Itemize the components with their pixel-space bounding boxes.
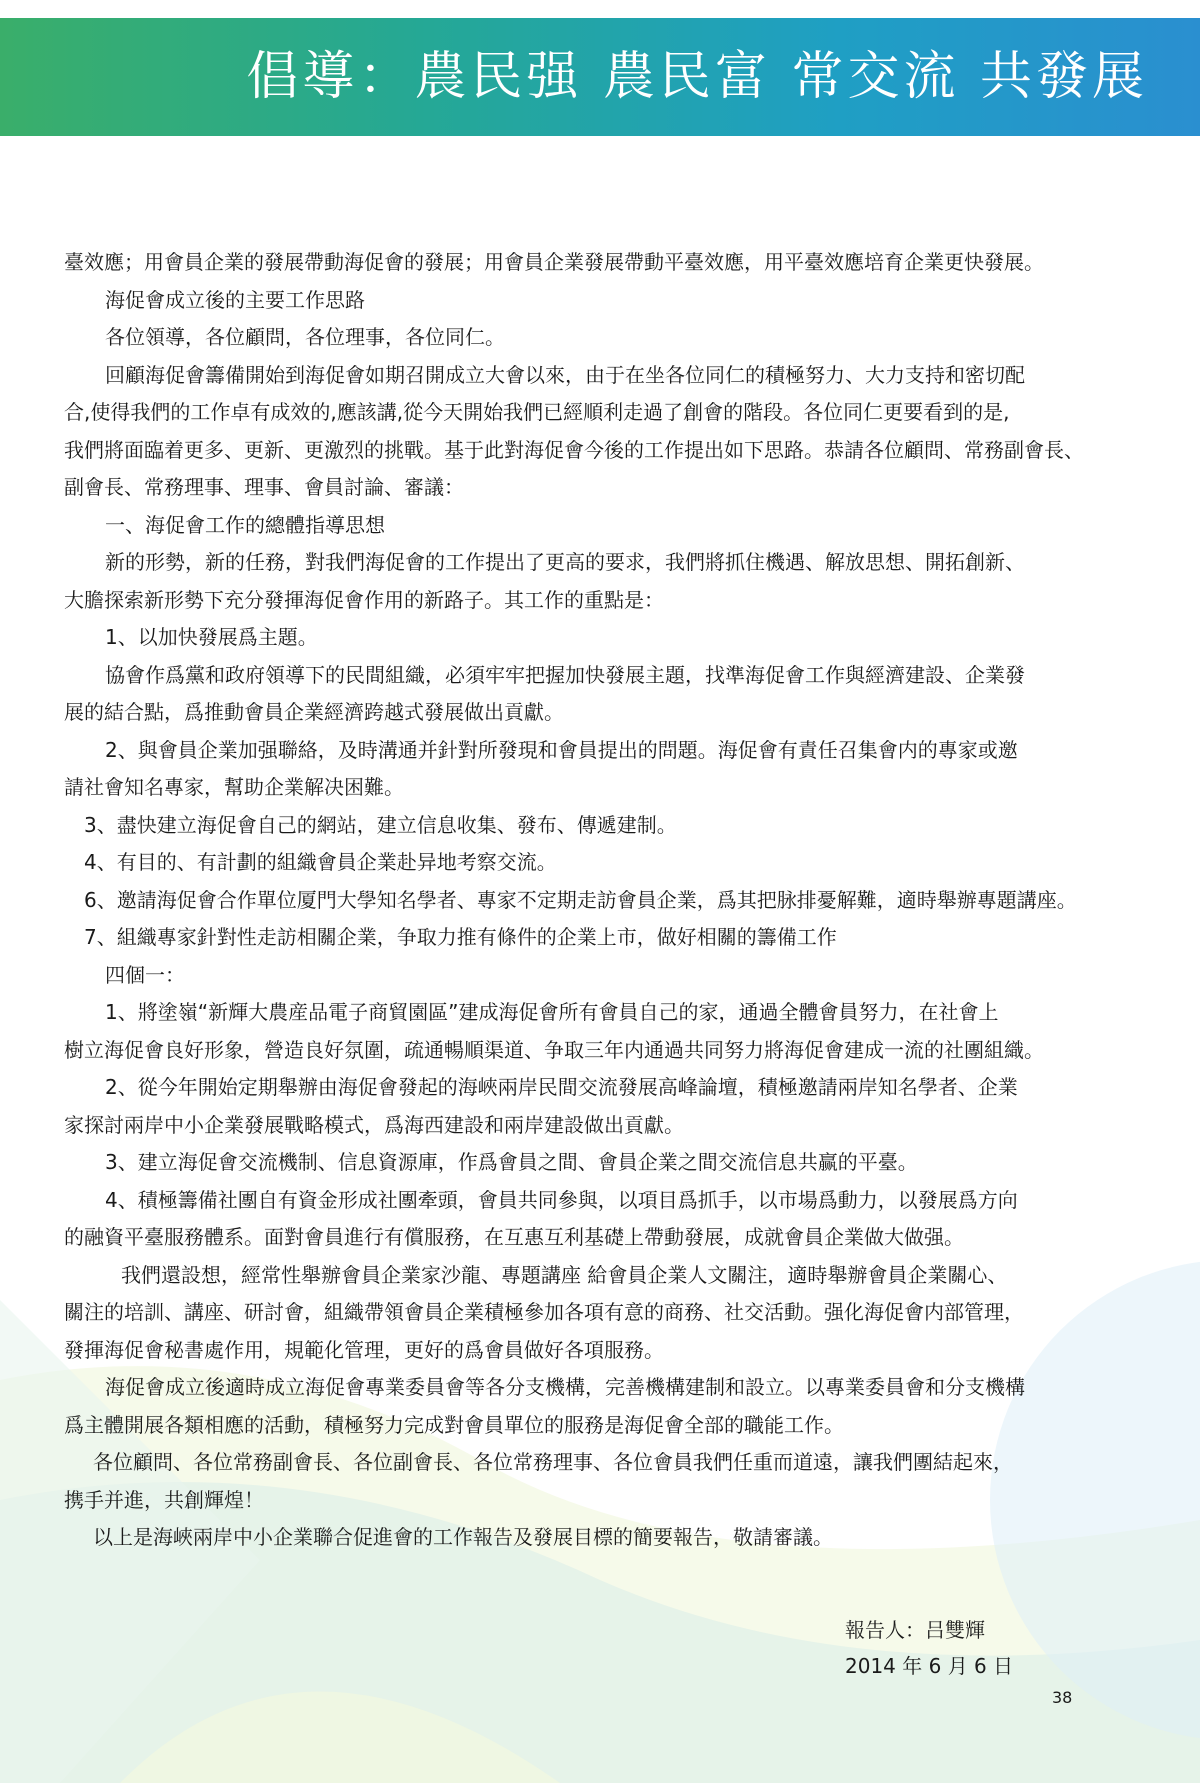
paragraph-line: 大膽探索新形勢下充分發揮海促會作用的新路子。其工作的重點是：: [64, 587, 664, 612]
paragraph-line: 樹立海促會良好形象，營造良好氛圍，疏通暢順渠道、争取三年内通過共同努力將海促會建成一流的社團組織。: [64, 1037, 1044, 1062]
paragraph-line: 臺效應；用會員企業的發展帶動海促會的發展；用會員企業發展帶動平臺效應，用平臺效應培育企業更快發展。: [64, 250, 1044, 274]
paragraph-line: 請社會知名專家，幫助企業解决困難。: [64, 775, 404, 799]
paragraph-line: 副會長、常務理事、理事、會員討論、審議：: [64, 475, 464, 499]
paragraph-line: 7、組織專家針對性走訪相關企業，争取力推有條件的企業上市，做好相關的籌備工作: [84, 925, 837, 949]
paragraph-line: 爲主體開展各類相應的活動，積極努力完成對會員單位的服務是海促會全部的職能工作。: [64, 1412, 844, 1437]
paragraph-line: 新的形勢，新的任務，對我們海促會的工作提出了更高的要求，我們將抓住機遇、解放思想、開拓創新、: [105, 550, 1025, 574]
paragraph-line: 協會作爲黨和政府領導下的民間組織，必須牢牢把握加快發展主題，找準海促會工作與經濟建設、企業發: [105, 662, 1025, 687]
section-heading: 四個一：: [105, 962, 185, 987]
paragraph-line: 的融資平臺服務體系。面對會員進行有償服務，在互惠互利基礎上帶動發展，成就會員企業做大做强。: [64, 1225, 964, 1249]
paragraph-line: 1、將塗嶺“新輝大農産品電子商貿園區”建成海促會所有會員自己的家，通過全體會員努力，在社會上: [105, 1000, 999, 1024]
paragraph-line: 3、建立海促會交流機制、信息資源庫，作爲會員之間、會員企業之間交流信息共赢的平臺。: [105, 1150, 918, 1174]
paragraph-line: 4、積極籌備社團自有資金形成社團牽頭，會員共同參與，以項目爲抓手，以市場爲動力，以發展爲方向: [105, 1187, 1018, 1212]
header-banner: [0, 18, 1200, 136]
reporter-signature: 報告人：吕雙輝: [845, 1618, 985, 1642]
paragraph-line: 海促會成立後的主要工作思路: [105, 287, 365, 312]
paragraph-line: 關注的培訓、講座、研討會，組織帶領會員企業積極參加各項有意的商務、社交活動。强化海促會内部管理，: [64, 1300, 1024, 1324]
paragraph-line: 我們還設想，經常性舉辦會員企業家沙龍、專題講座 給會員企業人文關注，適時舉辦會員企業關心、: [121, 1262, 1008, 1287]
paragraph-line: 3、盡快建立海促會自己的網站，建立信息收集、發布、傳遞建制。: [84, 812, 677, 837]
paragraph-line: 家探討兩岸中小企業發展戰略模式，爲海西建設和兩岸建設做出貢獻。: [64, 1112, 684, 1137]
body-text: [64, 244, 1084, 1557]
paragraph-line: 2、與會員企業加强聯絡，及時溝通并針對所發現和會員提出的問題。海促會有責任召集會内的專家或邀: [105, 737, 1018, 762]
report-date: 2014 年 6 月 6 日: [845, 1654, 1014, 1678]
paragraph-line: 各位顧問、各位常務副會長、各位副會長、各位常務理事、各位會員我們任重而道遠，讓我們團結起來，: [93, 1450, 1013, 1474]
paragraph-line: 各位領導，各位顧問，各位理事，各位同仁。: [105, 325, 505, 349]
paragraph-line: 4、有目的、有計劃的組織會員企業赴异地考察交流。: [84, 850, 557, 874]
paragraph-line: 回顧海促會籌備開始到海促會如期召開成立大會以來，由于在坐各位同仁的積極努力、大力支持和密切配: [105, 362, 1025, 387]
paragraph-line: 携手并進，共創輝煌！: [64, 1487, 264, 1512]
paragraph-line: 2、從今年開始定期舉辦由海促會發起的海峽兩岸民間交流發展高峰論壇，積極邀請兩岸知名學者、企業: [105, 1075, 1018, 1099]
paragraph-line: 1、以加快發展爲主題。: [105, 625, 318, 649]
paragraph-line: 海促會成立後適時成立海促會專業委員會等各分支機構，完善機構建制和設立。以專業委員會和分支機構: [105, 1375, 1025, 1399]
page-title: 倡導：農民强 農民富 常交流 共發展: [246, 47, 1148, 107]
paragraph-line: 以上是海峽兩岸中小企業聯合促進會的工作報告及發展目標的簡要報告，敬請審議。: [93, 1525, 833, 1549]
paragraph-line: 合,使得我們的工作卓有成效的,應該講,從今天開始我們已經順利走過了創會的階段。各位同仁更要看到的是,: [64, 400, 1010, 424]
page-number: 38: [1052, 1688, 1073, 1707]
paragraph-line: 發揮海促會秘書處作用，規範化管理，更好的爲會員做好各項服務。: [64, 1337, 664, 1362]
paragraph-line: 6、邀請海促會合作單位厦門大學知名學者、專家不定期走訪會員企業，爲其把脉排憂解難，適時舉辦專題講座。: [84, 887, 1077, 912]
section-heading: 一、海促會工作的總體指導思想: [105, 512, 385, 537]
paragraph-line: 我們將面臨着更多、更新、更激烈的挑戰。基于此對海促會今後的工作提出如下思路。恭請各位顧問、常務副會長、: [64, 437, 1084, 462]
paragraph-line: 展的結合點，爲推動會員企業經濟跨越式發展做出貢獻。: [64, 700, 564, 724]
